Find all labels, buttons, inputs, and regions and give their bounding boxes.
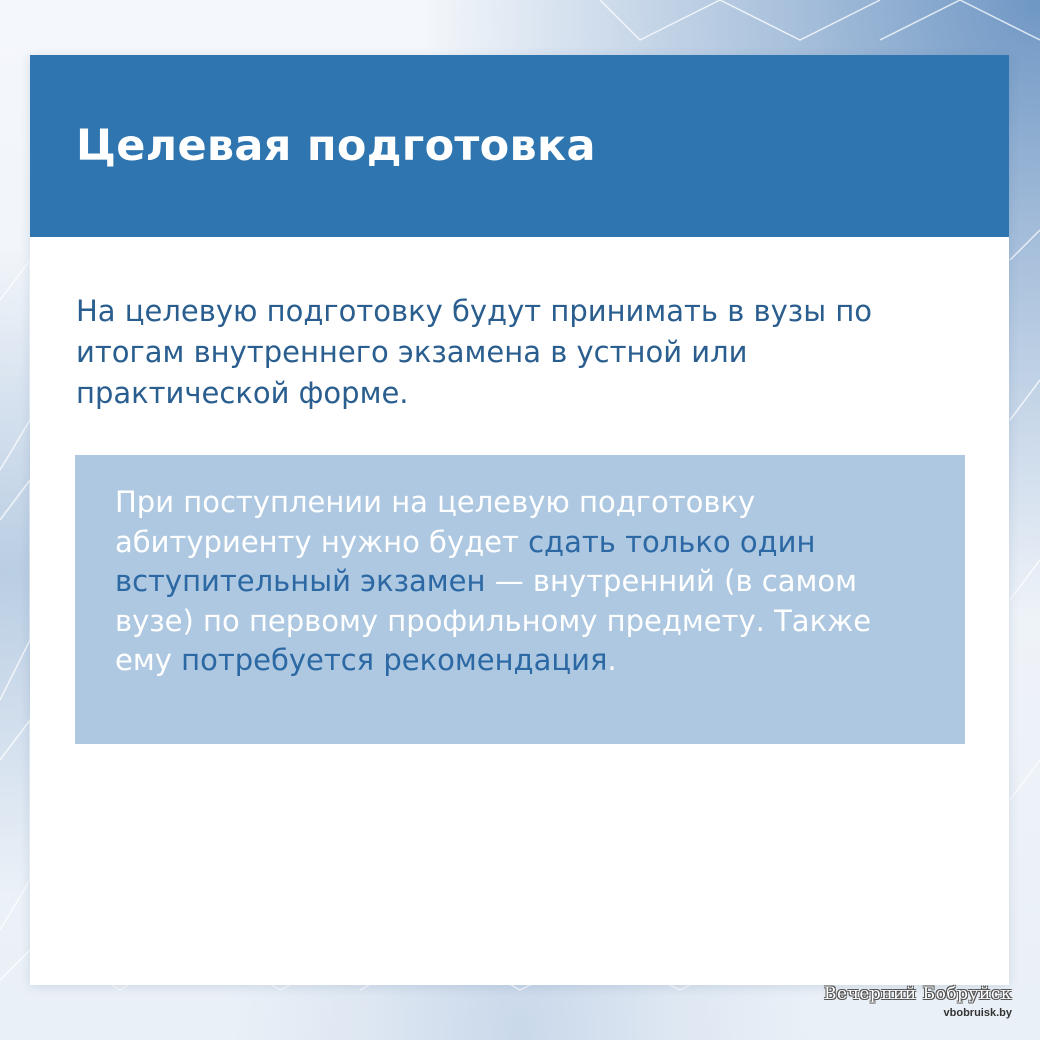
info-box xyxy=(75,455,965,744)
publisher-logo xyxy=(792,984,1012,1019)
info-paragraph xyxy=(115,483,895,681)
publisher-url: vbobruisk.by xyxy=(943,1007,1012,1019)
info-text-part: . xyxy=(607,643,617,677)
info-text-part: — внутренний (в самом вузе) по первому профильному предмету. Также ему xyxy=(115,564,872,677)
intro-paragraph: На целевую подготовку будут принимать в вузы по итогам внутреннего экзамена в устной или практической форме. xyxy=(76,294,873,410)
page-title: Целевая подготовка xyxy=(76,121,596,171)
header-banner xyxy=(30,55,1009,237)
info-highlight-recommendation: потребуется рекомендация xyxy=(181,643,608,677)
content-card xyxy=(30,55,1009,985)
info-highlight-exam: сдать только один вступительный экзамен xyxy=(115,524,816,598)
info-text-part: При поступлении на целевую подготовку абитуриенту нужно будет xyxy=(115,485,756,559)
publisher-name: Вечерний Бобруйск xyxy=(824,984,1012,1004)
